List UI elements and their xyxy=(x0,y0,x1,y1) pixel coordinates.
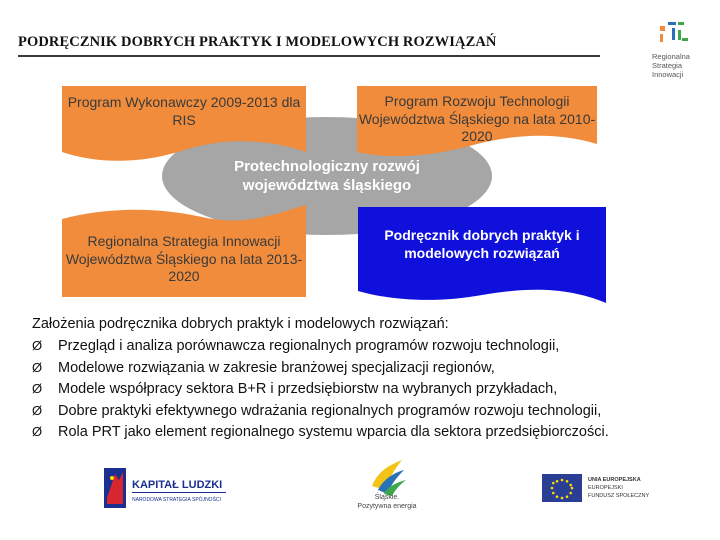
slaskie-name: Śląskie. xyxy=(374,494,400,501)
page-title: PODRĘCZNIK DOBRYCH PRAKTYK I MODELOWYCH ROZWIĄZAŃ xyxy=(18,34,497,50)
eu-line: UNIA EUROPEJSKA xyxy=(588,477,641,483)
arrow-bullet-icon: Ø xyxy=(32,338,43,353)
card-label: Podręcznik dobrych praktyk i modelowych rozwiązań xyxy=(384,227,580,261)
card-program-rozwoju xyxy=(357,86,597,160)
card-regionalna-strategia xyxy=(62,205,306,297)
arrow-bullet-icon: Ø xyxy=(32,424,43,439)
arrow-bullet-icon: Ø xyxy=(32,381,43,396)
card-label: Program Wykonawczy 2009-2013 dla RIS xyxy=(67,94,301,128)
arrow-bullet-icon: Ø xyxy=(32,402,43,418)
rsi-logo-line: Innowacji xyxy=(652,70,684,79)
slaskie-tagline: Pozytywna energia xyxy=(357,502,417,510)
center-label: Protechnologiczny rozwój województwa śląskiego xyxy=(234,158,420,194)
title-underline xyxy=(18,55,600,57)
list-item-text: Modele współpracy sektora B+R i przedsiębiorstw na wybranych przykładach, xyxy=(58,381,558,397)
list-item-text: Rola PRT jako element regionalnego systemu wparcia dla sektora przedsiębiorczości. xyxy=(58,424,609,440)
rsi-logo-line: Regionalna xyxy=(652,52,690,61)
card-label: Regionalna Strategia Innowacji Województwa Śląskiego na lata 2013-2020 xyxy=(65,233,303,284)
intro-text: Założenia podręcznika dobrych praktyk i modelowych rozwiązań: xyxy=(32,316,449,332)
card-program-wykonawczy xyxy=(62,86,306,164)
kapital-ludzki-subtitle: NARODOWA STRATEGIA SPÓJNOŚCI xyxy=(132,497,221,503)
list-item-text: Dobre praktyki efektywnego wdrażania regionalnych programów rozwoju technologii, xyxy=(58,402,602,419)
rsi-logo-text xyxy=(652,52,690,79)
card-label: Program Rozwoju Technologii Województwa Śląskiego na lata 2010-2020 xyxy=(358,93,596,144)
card-podrecznik xyxy=(358,207,606,303)
rsi-logo-line: Strategia xyxy=(652,61,683,70)
kapital-ludzki-logo xyxy=(104,468,228,512)
slaskie-logo-text xyxy=(352,494,422,511)
list-item-text: Modelowe rozwiązania w zakresie branżowej specjalizacji regionów, xyxy=(58,359,495,376)
eu-line: EUROPEJSKI xyxy=(588,485,623,491)
list-item-text: Przegląd i analiza porównawcza regionalnych programów rozwoju technologii, xyxy=(58,338,560,354)
eu-line: FUNDUSZ SPOŁECZNY xyxy=(588,493,650,499)
kapital-ludzki-title: KAPITAŁ LUDZKI xyxy=(132,479,223,491)
arrow-bullet-icon: Ø xyxy=(32,359,43,375)
eu-logo xyxy=(542,472,662,506)
